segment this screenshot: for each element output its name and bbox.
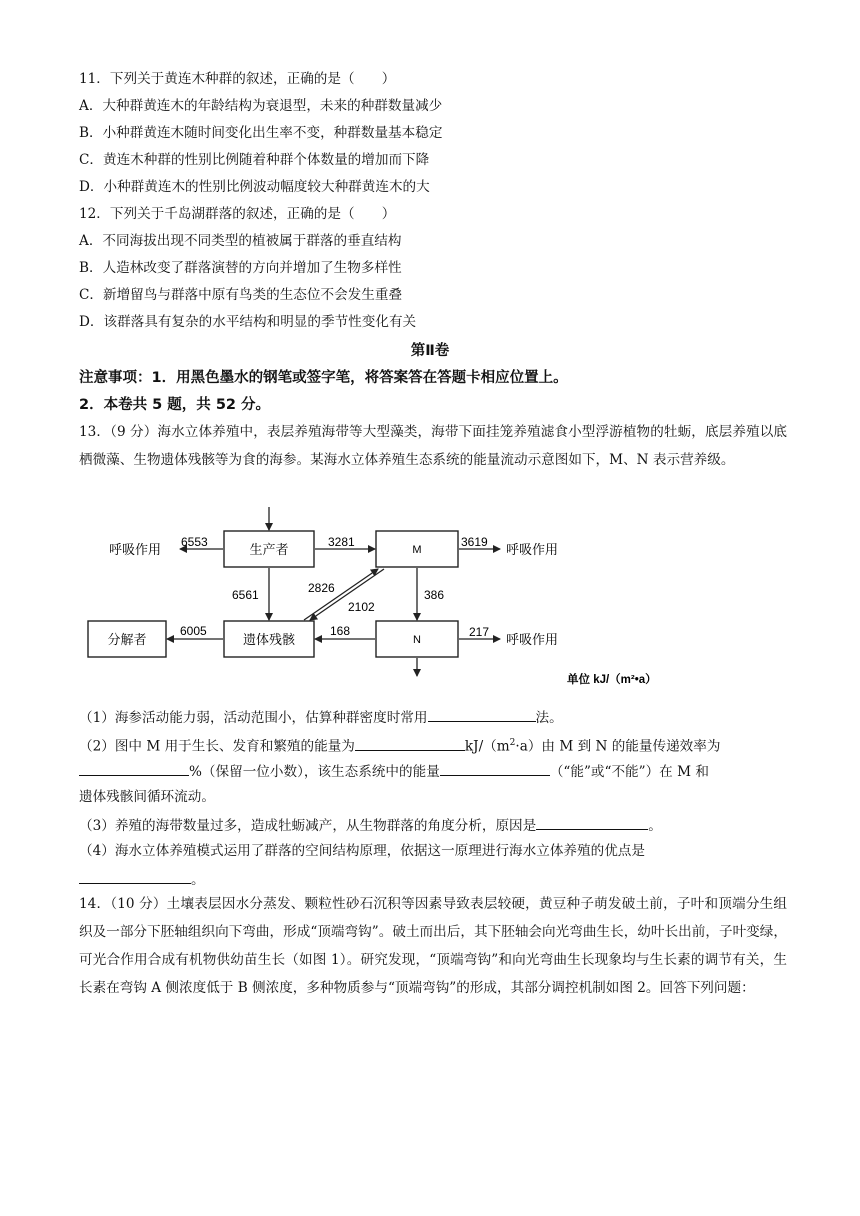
q12-option-d: D．该群落具有复杂的水平结构和明显的季节性变化有关 (79, 314, 417, 330)
value-m-resp: 3619 (461, 535, 488, 549)
unit-label: 单位 kJ/（m²•a） (567, 674, 657, 686)
section-title: 第Ⅱ卷 (410, 343, 450, 359)
q14-text: 14．（10 分）土壤表层因水分蒸发、颗粒性砂石沉积等因素导致表层较硬，黄豆种子萌发破土前，子叶和顶端分生组织及一部分下胚轴组织向下弯曲，形成“顶端弯钩”。破土而出后，其下胚轴会向光弯曲生长，幼叶长出前，子叶变绿，可光合作用合成有机物供幼苗生长（如图 1）。研究发现，“顶端弯钩”和向光弯曲生长现象均与生长素的调节有关，生长素在弯钩 A 侧浓度低于 B 侧浓度，多种物质参与“顶端弯钩”的形成，其部分调控机制如图 2。回答下列问题： (79, 896, 787, 996)
decomposer-label: 分解者 (107, 632, 147, 647)
q12-stem: 12．下列关于千岛湖群落的叙述，正确的是（ ） (79, 206, 396, 222)
q13-part2-line2: %（保留一位小数），该生态系统中的能量 （“能”或“不能”）在 M 和 (79, 761, 709, 781)
n-label: N (413, 634, 421, 646)
notice-2: 2．本卷共 5 题，共 52 分。 (79, 397, 271, 413)
q13-part4-line2: 。 (79, 869, 205, 889)
q13-part2-line3: 遗体残骸间循环流动。 (79, 789, 215, 805)
q13-part1: （1）海参活动能力弱，活动范围小，估算种群密度时常用 法。 (79, 707, 563, 727)
producer-resp-label: 呼吸作用 (109, 542, 162, 557)
value-producer-to-remains: 6561 (232, 588, 259, 602)
answer-blank-2[interactable] (355, 736, 465, 751)
q11-option-d: D．小种群黄连木的性别比例波动幅度较大种群黄连木的大 (79, 179, 430, 195)
value-remains-to-decomposer: 6005 (180, 624, 207, 638)
q11-option-b: B．小种群黄连木随时间变化出生率不变，种群数量基本稳定 (79, 125, 443, 141)
q12-option-a: A．不同海拔出现不同类型的植被属于群落的垂直结构 (79, 233, 402, 249)
value-n-resp: 217 (469, 625, 490, 639)
value-m-to-remains: 2102 (348, 600, 375, 614)
q11-option-a: A．大种群黄连木的年龄结构为衰退型，未来的种群数量减少 (79, 98, 443, 114)
energy-flow-diagram (80, 503, 680, 691)
q11-stem: 11．下列关于黄连木种群的叙述，正确的是（ ） (79, 71, 396, 87)
producer-label: 生产者 (249, 542, 289, 557)
q12-option-c: C．新增留鸟与群落中原有鸟类的生态位不会发生重叠 (79, 287, 403, 303)
q13-part4: （4）海水立体养殖模式运用了群落的空间结构原理，依据这一原理进行海水立体养殖的优点是 (79, 843, 645, 859)
n-resp-label: 呼吸作用 (506, 632, 559, 647)
remains-label: 遗体残骸 (242, 632, 296, 647)
answer-blank-5[interactable] (536, 815, 648, 830)
answer-blank-6[interactable] (79, 869, 191, 884)
m-resp-label: 呼吸作用 (506, 542, 559, 557)
q13-part3: （3）养殖的海带数量过多，造成牡蛎减产，从生物群落的角度分析，原因是 。 (79, 815, 662, 835)
value-producer-to-m: 3281 (328, 535, 355, 549)
value-m-to-n: 386 (424, 588, 445, 602)
value-n-to-remains: 168 (330, 624, 351, 638)
notice-1: 注意事项：1．用黑色墨水的钢笔或签字笔，将答案答在答题卡相应位置上。 (79, 370, 568, 386)
m-label: M (412, 544, 422, 556)
value-producer-resp: 6553 (181, 535, 208, 549)
answer-blank-1[interactable] (428, 707, 536, 722)
answer-blank-3[interactable] (79, 761, 189, 776)
answer-blank-4[interactable] (440, 761, 550, 776)
q12-option-b: B．人造林改变了群落演替的方向并增加了生物多样性 (79, 260, 402, 276)
q11-option-c: C．黄连木种群的性别比例随着种群个体数量的增加而下降 (79, 152, 430, 168)
q13-intro: 13．（9 分）海水立体养殖中，表层养殖海带等大型藻类，海带下面挂笼养殖滤食小型浮游植物的牡蛎，底层养殖以底栖微藻、生物遗体残骸等为食的海参。某海水立体养殖生态系统的能量流动示意图如下，M、N 表示营养级。 (79, 424, 787, 468)
q13-part2-line1: （2）图中 M 用于生长、发育和繁殖的能量为 $kJ/(m^2\cdot a)$由 M 到 N 的能量传递效率为 (79, 734, 720, 756)
value-remains-to-m: 2826 (308, 581, 335, 595)
